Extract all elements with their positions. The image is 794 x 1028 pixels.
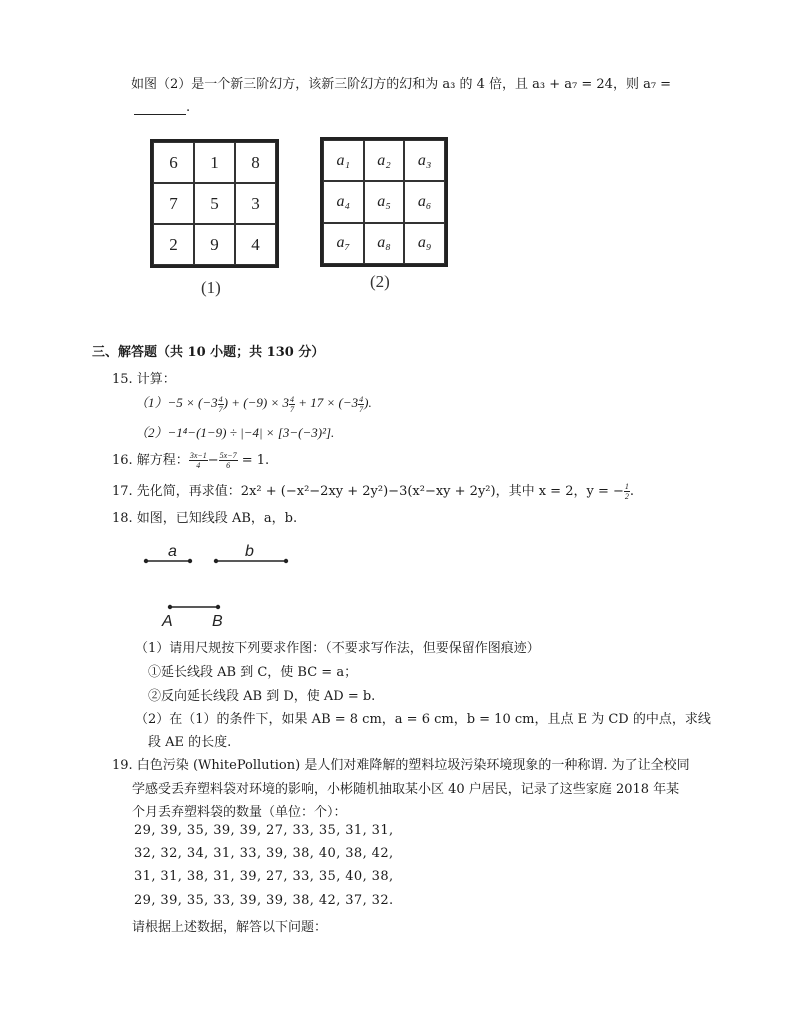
grid-cell: 6 bbox=[153, 142, 194, 183]
answer-blank[interactable] bbox=[134, 102, 186, 115]
segment-a-start bbox=[144, 559, 148, 563]
point-B bbox=[216, 605, 220, 609]
grid-cell: a₆ bbox=[404, 181, 445, 222]
segment-b-end bbox=[284, 559, 288, 563]
segment-a-label: a bbox=[168, 543, 177, 560]
grid-cell: a₁ bbox=[323, 140, 364, 181]
q18-part-2-line-2: 段 AE 的长度. bbox=[148, 735, 232, 750]
grid-cell: a₅ bbox=[364, 181, 405, 222]
grid-cell: 3 bbox=[235, 183, 276, 224]
grid-cell: 9 bbox=[194, 224, 235, 265]
q19-closing: 请根据上述数据，解答以下问题： bbox=[132, 920, 328, 935]
q15-p1-a: （1）−5 × (−3 bbox=[135, 395, 218, 410]
answer-blank-line[interactable] bbox=[134, 100, 190, 115]
q17-end: . bbox=[629, 484, 635, 499]
q16-equation bbox=[112, 449, 269, 470]
point-B-label: B bbox=[212, 613, 223, 630]
q19-line-2: 学感受丢弃塑料袋对环境的影响，小彬随机抽取某小区 40 户居民，记录了这些家庭 2018 年某 bbox=[132, 782, 680, 797]
point-A bbox=[168, 605, 172, 609]
q19-data-row: 31, 31, 38, 31, 39, 27, 33, 35, 40, 38, bbox=[134, 869, 394, 884]
grid-cell: a₉ bbox=[404, 223, 445, 264]
grid-cell: a₈ bbox=[364, 223, 405, 264]
magic-square-2 bbox=[320, 137, 448, 267]
q15-part-1 bbox=[135, 392, 372, 414]
q17-expression bbox=[112, 480, 634, 501]
q18-part-1-ii: ②反向延长线段 AB 到 D，使 AD = b. bbox=[148, 689, 376, 704]
grid-cell: 4 bbox=[235, 224, 276, 265]
fraction: $\frac{3x-1}{4}$ bbox=[189, 451, 207, 470]
fraction: $\frac{4}{7}$ bbox=[218, 394, 223, 414]
segment-b-label: b bbox=[245, 543, 254, 560]
q15-part-2: （2）−1⁴−(1−9) ÷ |−4| × [3−(−3)²]. bbox=[135, 425, 335, 440]
section-title: 三、解答题（共 10 小题；共 130 分） bbox=[92, 345, 325, 360]
q16-rhs: = 1. bbox=[237, 453, 270, 468]
magic-square-1-caption: (1) bbox=[201, 278, 221, 297]
q19-line-3: 个月丢弃塑料袋的数量（单位：个）： bbox=[132, 805, 347, 820]
q18-part-2-line-1: （2）在（1）的条件下，如果 AB = 8 cm，a = 6 cm，b = 10 cm，且点 E 为 CD 的中点，求线 bbox=[135, 712, 711, 727]
q15-p1-c: + 17 × (−3 bbox=[294, 395, 359, 410]
intro-line-2-end: . bbox=[186, 100, 191, 115]
grid-cell: a₇ bbox=[323, 223, 364, 264]
q17-text: 17. 先化简，再求值：2x² + (−x²−2xy + 2y²)−3(x²−xy + 2y²)，其中 x = 2，y = − bbox=[112, 484, 624, 499]
segments-figure bbox=[140, 540, 300, 630]
q16-label: 16. 解方程： bbox=[112, 453, 189, 468]
q18-part-1-i: ①延长线段 AB 到 C，使 BC = a； bbox=[148, 665, 358, 680]
q19-data-row: 29, 39, 35, 39, 39, 27, 33, 35, 31, 31, bbox=[134, 823, 394, 838]
magic-square-2-caption: (2) bbox=[370, 272, 390, 291]
fraction: $\frac{5x-7}{6}$ bbox=[219, 451, 237, 470]
intro-line-1: 如图（2）是一个新三阶幻方，该新三阶幻方的幻和为 a₃ 的 4 倍，且 a₃ + a₇ = 24，则 a₇ = bbox=[131, 77, 672, 92]
point-A-label: A bbox=[162, 613, 173, 630]
fraction: $\frac{4}{7}$ bbox=[289, 394, 294, 414]
magic-square-1 bbox=[150, 139, 279, 268]
q19-data-row: 29, 39, 35, 33, 39, 39, 38, 42, 37, 32. bbox=[134, 893, 394, 908]
grid-cell: 1 bbox=[194, 142, 235, 183]
fraction: $\frac{4}{7}$ bbox=[359, 394, 364, 414]
q15-p1-b: ) + (−9) × 3 bbox=[223, 395, 289, 410]
q18-title: 18. 如图，已知线段 AB，a，b. bbox=[112, 511, 298, 526]
grid-cell: a₂ bbox=[364, 140, 405, 181]
grid-cell: a₃ bbox=[404, 140, 445, 181]
grid-cell: 5 bbox=[194, 183, 235, 224]
q16-minus: − bbox=[207, 453, 219, 468]
q18-part-1: （1）请用尺规按下列要求作图：（不要求写作法，但要保留作图痕迹） bbox=[135, 641, 540, 656]
fraction: $\frac{1}{2}$ bbox=[624, 482, 629, 501]
grid-cell: 2 bbox=[153, 224, 194, 265]
grid-cell: 8 bbox=[235, 142, 276, 183]
grid-cell: a₄ bbox=[323, 181, 364, 222]
grid-cell: 7 bbox=[153, 183, 194, 224]
segment-a-end bbox=[188, 559, 192, 563]
q19-line-1: 19. 白色污染 (WhitePollution) 是人们对难降解的塑料垃圾污染环境现象的一种称谓. 为了让全校同 bbox=[112, 758, 690, 773]
q15-p1-d: ). bbox=[364, 395, 372, 410]
q15-title: 15. 计算： bbox=[112, 372, 176, 387]
q19-data-row: 32, 32, 34, 31, 33, 39, 38, 40, 38, 42, bbox=[134, 846, 394, 861]
segment-b-start bbox=[214, 559, 218, 563]
